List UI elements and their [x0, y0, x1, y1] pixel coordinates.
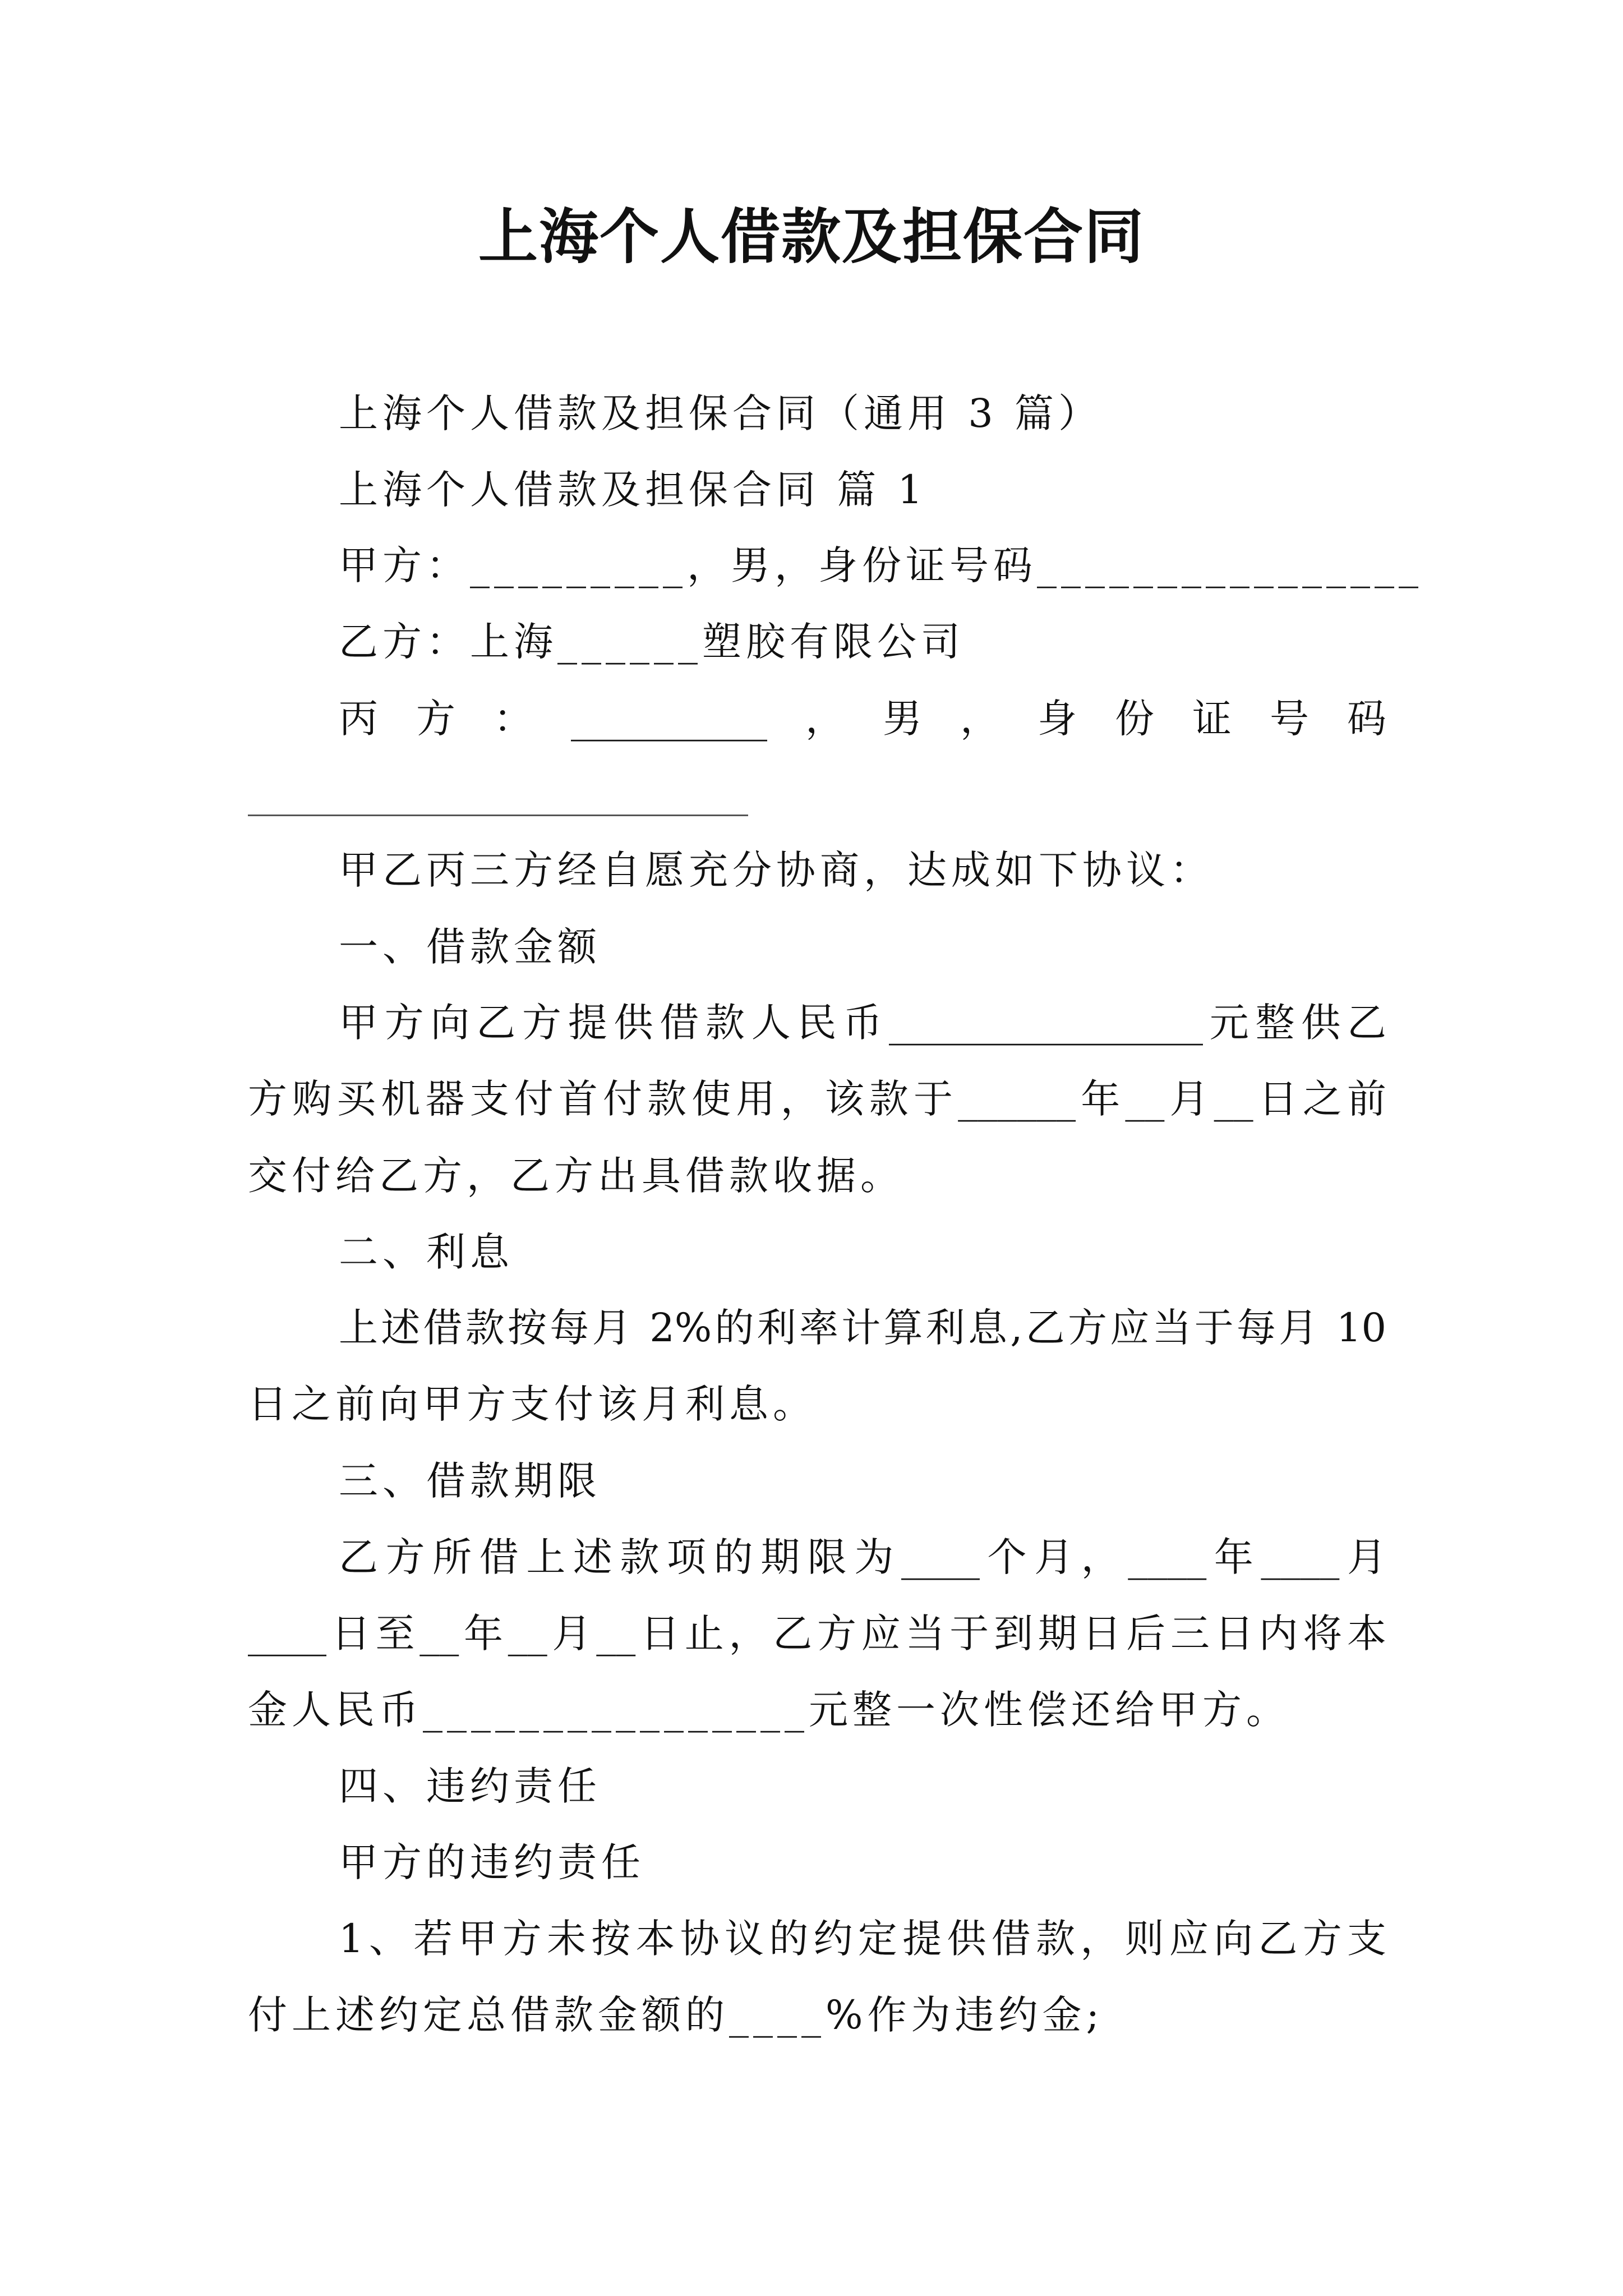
- paragraph-line: 方购买机器支付首付款使用，该款于______年__月__日之前: [248, 1076, 1386, 1122]
- party-b-line: 乙方：上海______塑胶有限公司: [339, 619, 965, 665]
- paragraph-line: 上述借款按每月 2%的利率计算利息,乙方应当于每月 10: [339, 1305, 1386, 1351]
- subclause-heading: 甲方的违约责任: [339, 1839, 645, 1885]
- paragraph-line: 甲方向乙方提供借款人民币________________元整供乙: [339, 1000, 1386, 1046]
- paragraph-line: 交付给乙方，乙方出具借款收据。: [248, 1153, 904, 1199]
- paragraph-line: 金人民币________________元整一次性偿还给甲方。: [248, 1687, 1290, 1733]
- paragraph-line: ____日至__年__月__日止，乙方应当于到期日后三日内将本: [248, 1611, 1386, 1657]
- party-a-line: 甲方：_________，男，身份证号码________________: [339, 542, 1423, 588]
- clause-heading: 四、违约责任: [339, 1763, 601, 1809]
- paragraph-line: 甲乙丙三方经自愿充分协商，达成如下协议：: [339, 847, 1214, 893]
- clause-heading: 二、利息: [339, 1229, 514, 1275]
- document-title: 上海个人借款及担保合同: [478, 201, 1145, 272]
- section-heading: 上海个人借款及担保合同 篇 1: [339, 467, 928, 513]
- blank-underline: [248, 815, 748, 816]
- clause-heading: 三、借款期限: [339, 1458, 601, 1504]
- party-c-line: 丙方：__________，男，身份证号码: [339, 696, 1386, 742]
- paragraph-line: 付上述约定总借款金额的____%作为违约金;: [248, 1992, 1104, 2038]
- paragraph-line: 日之前向甲方支付该月利息。: [248, 1381, 817, 1427]
- clause-heading: 一、借款金额: [339, 924, 601, 970]
- paragraph-line: 1、若甲方未按本协议的约定提供借款，则应向乙方支: [339, 1916, 1386, 1962]
- paragraph-line: 乙方所借上述款项的期限为____个月，____年____月: [339, 1534, 1386, 1580]
- subtitle-line: 上海个人借款及担保合同（通用 3 篇）: [339, 390, 1103, 436]
